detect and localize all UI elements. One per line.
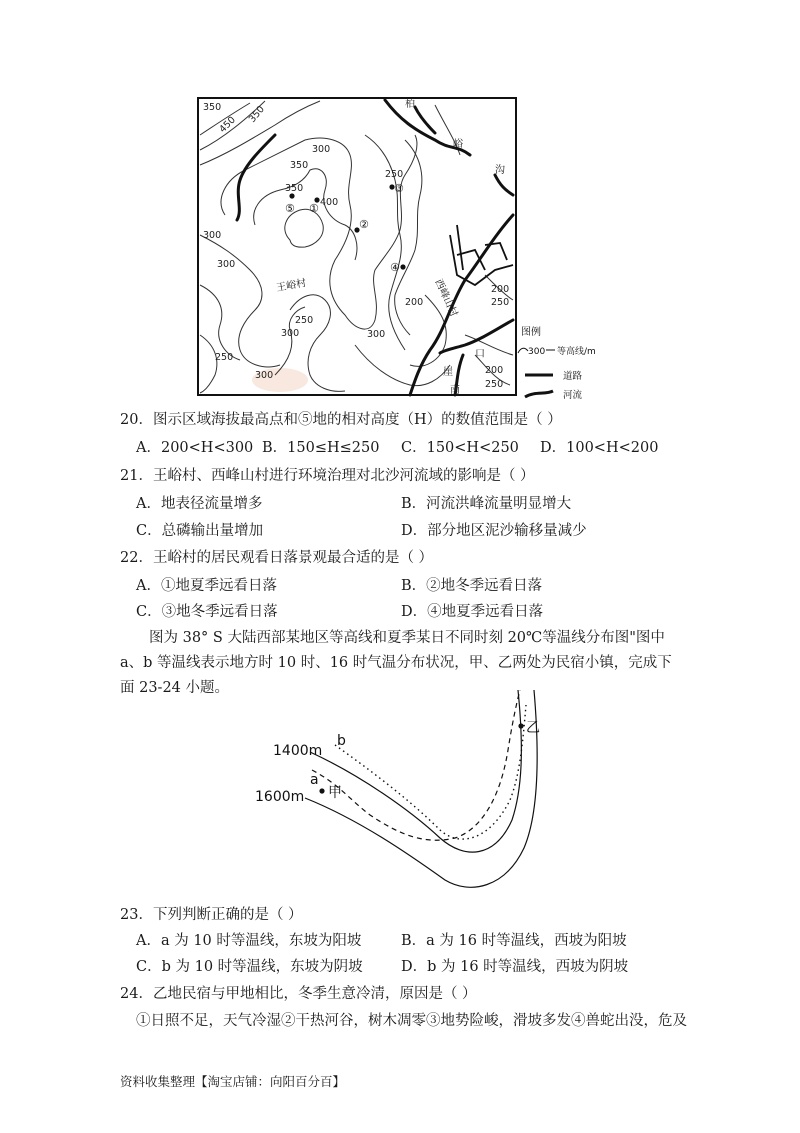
question-22-option-b: B．②地冬季远看日落	[401, 578, 543, 594]
village-label-wangyu: 王峪村	[275, 277, 308, 294]
question-21-stem: 21．王峪村、西峰山村进行环境治理对北沙河流域的影响是（ ）	[120, 468, 535, 484]
question-24-stem: 24．乙地民宿与甲地相比，冬季生意冷清，原因是（ ）	[120, 986, 477, 1002]
contour-label: 350	[285, 183, 304, 194]
point-label-1: ①	[309, 202, 319, 215]
river-label: 口	[475, 349, 485, 360]
map-legend	[518, 325, 596, 401]
contour-label: 300	[367, 329, 386, 340]
contour-label: 200	[485, 365, 504, 376]
contour-label: 300	[255, 370, 274, 381]
town-jia-marker	[319, 788, 324, 793]
river-label: 沟	[495, 165, 505, 176]
question-23-option-d: D．b 为 16 时等温线，西坡为阴坡	[401, 959, 629, 975]
contour-label: 200	[491, 284, 510, 295]
town-label-yi: 乙	[526, 720, 540, 736]
legend-river-label: 河流	[563, 390, 583, 401]
isotherm-contour-diagram	[250, 690, 550, 890]
contour-label: 450	[217, 114, 238, 136]
question-22-option-c: C．③地冬季远看日落	[136, 604, 278, 620]
legend-title: 图例	[521, 327, 541, 338]
contour-label: 350	[290, 160, 309, 171]
river-label: 崖	[443, 367, 453, 378]
river-label: 柏	[405, 99, 415, 110]
question-20-option-c: C．150<H<250	[401, 440, 519, 456]
contour-label: 250	[485, 379, 504, 390]
point-label-4: ④	[390, 261, 400, 274]
legend-contour-label: 等高线/m	[557, 347, 596, 357]
question-23-option-a: A．a 为 10 时等温线，东坡为阳坡	[136, 933, 362, 949]
contour-label: 250	[215, 352, 234, 363]
question-20-option-b: B．150≤H≤250	[262, 440, 380, 456]
contour-label: 300	[217, 259, 236, 270]
contour-label: 350	[246, 103, 267, 125]
question-21-option-c: C．总磷输出量增加	[136, 523, 264, 539]
contour-label: 250	[385, 169, 404, 180]
river-label: 峪	[453, 139, 463, 150]
contour-label-1600: 1600m	[255, 789, 305, 805]
question-23-option-b: B．a 为 16 时等温线，西坡为阳坡	[401, 933, 627, 949]
legend-contour-value: 300	[528, 347, 546, 357]
page-footer: 资料收集整理【淘宝店铺：向阳百分百】	[120, 1074, 346, 1089]
point-label-3: ③	[394, 182, 404, 195]
isotherm-label-a: a	[310, 772, 319, 788]
question-21-option-b: B．河流洪峰流量明显增大	[401, 496, 572, 512]
question-22-stem: 22．王峪村的居民观看日落景观最合适的是（ ）	[120, 550, 434, 566]
question-20-option-d: D．100<H<200	[540, 440, 659, 456]
contour-label: 250	[491, 297, 510, 308]
point-label-5: ⑤	[285, 202, 295, 215]
legend-river-symbol	[525, 391, 553, 397]
question-23-option-c: C．b 为 10 时等温线，东坡为阴坡	[136, 959, 363, 975]
contour-label: 400	[320, 197, 339, 208]
contour-label: 300	[281, 328, 300, 339]
isotherm-intro-paragraph: 图为 38° S 大陆西部某地区等高线和夏季某日不同时刻 20℃等温线分布图"图中 a、b 等温线表示地方时 10 时、16 时气温分布状况，甲、乙两处为民宿小镇，完成下面 23-24 小题。	[120, 630, 672, 696]
contour-label: 300	[312, 144, 331, 155]
question-22-option-a: A．①地夏季远看日落	[136, 578, 277, 594]
question-23-stem: 23．下列判断正确的是（ ）	[120, 907, 303, 923]
question-21-option-d: D．部分地区泥沙输移量减少	[401, 523, 587, 539]
legend-road-label: 道路	[563, 371, 583, 382]
question-21-option-a: A．地表径流量增多	[136, 496, 263, 512]
question-24-choices-line: ①日照不足，天气冷湿②干热河谷，树木凋零③地势险峻，滑坡多发④兽蛇出没，危及	[136, 1013, 687, 1029]
contour-label: 250	[295, 315, 314, 326]
topographic-map	[195, 95, 615, 401]
contour-label-1400: 1400m	[273, 743, 323, 759]
isotherm-b	[335, 705, 526, 839]
town-yi-marker	[518, 723, 523, 728]
point-label-2: ②	[359, 218, 369, 231]
contour-label: 300	[203, 230, 222, 241]
village-label-xifengshan: 西峰山村	[432, 277, 460, 319]
contour-label: 350	[203, 102, 222, 113]
question-20-stem: 20．图示区域海拔最高点和⑤地的相对高度（H）的数值范围是（ ）	[120, 412, 562, 428]
isotherm-label-b: b	[337, 733, 346, 749]
contour-label: 200	[405, 297, 424, 308]
question-20-option-a: A．200<H<300	[136, 440, 254, 456]
legend-contour-symbol	[518, 348, 528, 353]
town-label-jia: 甲	[328, 785, 342, 801]
question-22-option-d: D．④地夏季远看日落	[401, 604, 544, 620]
river-label: 南	[450, 385, 460, 396]
